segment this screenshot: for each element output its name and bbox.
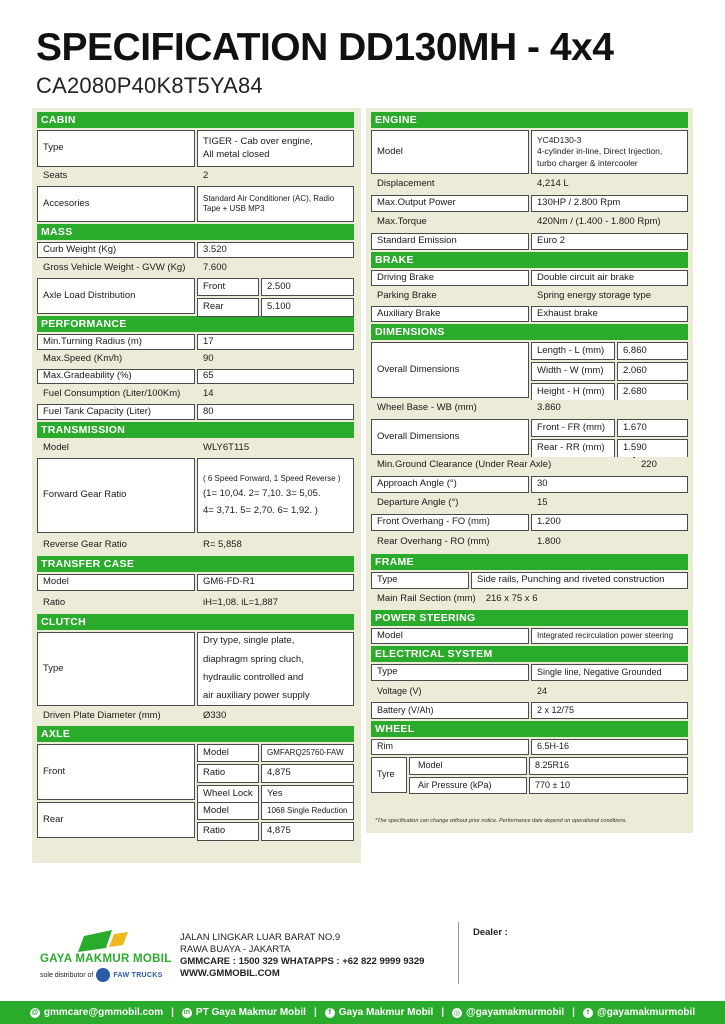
spec-row-rear-overhang — [371, 533, 688, 552]
separator: | — [171, 1007, 174, 1018]
spec-value: Side rails, Punching and riveted construction — [471, 572, 688, 589]
spec-row-steering-model — [371, 628, 688, 644]
spec-subtable — [531, 419, 688, 455]
spec-value: R= 5,858 — [197, 535, 354, 555]
spec-sublabel: Front — [197, 278, 259, 296]
spec-label: Type — [37, 130, 195, 167]
separator: | — [572, 1007, 575, 1018]
social-twitter[interactable] — [583, 1007, 695, 1018]
section-transfer-case: TRANSFER CASE — [37, 556, 354, 572]
spec-subvalue: 8.25R16 — [529, 757, 688, 775]
spec-value-line: diaphragm spring cluch, — [203, 653, 304, 665]
spec-label: Overall Dimensions — [371, 342, 529, 398]
spec-column-right — [371, 112, 688, 793]
spec-value-line: (1= 10,04. 2= 7,10. 3= 5,05. — [203, 488, 321, 500]
email-text: gmmcare@gmmobil.com — [43, 1007, 164, 1018]
spec-subvalue: GMFARQ25760-FAW — [261, 744, 354, 762]
spec-row-axle-front — [37, 744, 354, 800]
spec-value: 4,214 L — [531, 176, 688, 193]
spec-value-line: 4-cylinder in-line, Direct Injection, — [537, 146, 663, 157]
spec-subtable — [531, 342, 688, 398]
spec-row-driven-plate — [37, 708, 354, 725]
spec-value: 3.860 — [531, 400, 688, 417]
spec-row-front-overhang — [371, 514, 688, 531]
spec-subrow — [531, 419, 688, 437]
twitter-text: @gayamakmurmobil — [596, 1007, 696, 1018]
spec-subvalue: 4,875 — [261, 822, 354, 840]
spec-value: 220 — [635, 457, 688, 474]
social-email[interactable] — [30, 1007, 163, 1018]
spec-row-electrical-type — [371, 664, 688, 681]
linkedin-text: PT Gaya Makmur Mobil — [195, 1007, 306, 1018]
spec-value — [197, 130, 354, 167]
linkedin-icon: in — [183, 1009, 191, 1016]
spec-value: GM6-FD-R1 — [197, 574, 354, 591]
spec-value: 17 — [197, 334, 354, 350]
spec-label: Gross Vehicle Weight - GVW (Kg) — [37, 260, 195, 276]
address-line: RAWA BUAYA - JAKARTA — [180, 944, 291, 955]
spec-label: Rear — [37, 802, 195, 838]
spec-subtable — [409, 757, 688, 793]
spec-label: Front — [37, 744, 195, 800]
spec-subrow — [197, 802, 354, 820]
spec-value: 7.600 — [197, 260, 354, 276]
spec-value: WLY6T115 — [197, 440, 354, 456]
social-linkedin[interactable] — [182, 1007, 306, 1018]
spec-label: Max.Gradeability (%) — [37, 369, 195, 384]
brand-name: GAYA MAKMUR MOBIL — [40, 953, 172, 965]
spec-value-line: turbo charger & intercooler — [537, 157, 638, 168]
spec-value: iH=1,08. iL=1,887 — [197, 593, 354, 613]
spec-row-cabin-type — [37, 130, 354, 167]
spec-row-transfer-model — [37, 574, 354, 591]
spec-sublabel: Width - W (mm) — [531, 362, 615, 380]
spec-row-voltage — [371, 683, 688, 700]
spec-label: Min.Turning Radius (m) — [37, 334, 195, 350]
spec-label: Approach Angle (°) — [371, 476, 529, 493]
spec-label: Auxiliary Brake — [371, 306, 529, 322]
spec-subrow — [197, 744, 354, 762]
spec-sublabel: Rear - RR (mm) — [531, 439, 615, 457]
spec-subrow — [531, 383, 688, 401]
spec-row-curb-weight — [37, 242, 354, 258]
spec-sublabel: Wheel Lock — [197, 785, 259, 803]
spec-value: 90 — [197, 352, 354, 367]
spec-label: Ratio — [37, 593, 195, 613]
spec-value: 1.800 — [531, 533, 688, 552]
spec-subrow — [409, 757, 688, 775]
spec-label: Axle Load Distribution — [37, 278, 195, 314]
spec-label: Model — [371, 130, 529, 174]
spec-subtable — [197, 802, 354, 838]
spec-label: Tyre — [371, 757, 407, 793]
spec-subrow — [197, 785, 354, 803]
spec-subvalue: 6.860 — [617, 342, 688, 360]
spec-value: 80 — [197, 404, 354, 420]
spec-subtable — [197, 278, 354, 314]
spec-value-line: TIGER - Cab over engine, — [203, 136, 313, 148]
spec-row-frame-type — [371, 572, 688, 589]
spec-value-line: ( 6 Speed Forward, 1 Speed Reverse ) — [203, 473, 341, 483]
spec-label: Type — [37, 632, 195, 706]
spec-row-tank-capacity — [37, 404, 354, 420]
spec-value: 2 — [197, 169, 354, 184]
spec-label: Rim — [371, 739, 529, 755]
spec-row-axle-load — [37, 278, 354, 314]
spec-subvalue: 1.670 — [617, 419, 688, 437]
spec-value — [531, 130, 688, 174]
social-facebook[interactable] — [325, 1007, 433, 1018]
spec-subrow — [197, 298, 354, 316]
spec-row-ground-clearance — [371, 457, 688, 474]
spec-sublabel: Height - H (mm) — [531, 383, 615, 401]
instagram-icon: ◎ — [453, 1009, 461, 1017]
spec-value: 130HP / 2.800 Rpm — [531, 195, 688, 212]
spec-row-overall-dimensions — [371, 342, 688, 398]
spec-value: 14 — [197, 386, 354, 402]
spec-value-line: YC4D130-3 — [537, 135, 582, 146]
spec-subvalue: 1068 Single Reduction — [261, 802, 354, 820]
disclaimer-note: *The specification can change without prior notice. Performance date depend on operational conditions. — [375, 818, 627, 824]
spec-row-emission — [371, 233, 688, 250]
spec-label: Displacement — [371, 176, 529, 193]
spec-label: Fuel Consumption (Liter/100Km) — [37, 386, 195, 402]
spec-subrow — [197, 278, 354, 296]
spec-label: Forward Gear Ratio — [37, 458, 195, 533]
spec-subrow — [531, 362, 688, 380]
social-instagram[interactable] — [452, 1007, 564, 1018]
spec-value: 30 — [531, 476, 688, 493]
spec-value: 1.200 — [531, 514, 688, 531]
spec-row-engine-model — [371, 130, 688, 174]
spec-value: 3.520 — [197, 242, 354, 258]
spec-row-output-power — [371, 195, 688, 212]
address-line: JALAN LINGKAR LUAR BARAT NO.9 — [180, 932, 341, 943]
spec-label: Rear Overhang - RO (mm) — [371, 533, 529, 552]
distributor-line — [40, 968, 163, 982]
spec-row-parking-brake — [371, 288, 688, 304]
spec-value: 15 — [531, 495, 688, 512]
spec-row-battery — [371, 702, 688, 719]
distributor-prefix: sole distributor of — [40, 971, 94, 979]
spec-row-fuel-consumption — [37, 386, 354, 402]
spec-label: Accesories — [37, 186, 195, 222]
spec-sublabel: Front - FR (mm) — [531, 419, 615, 437]
spec-row-gradeability — [37, 369, 354, 384]
spec-value: 2 x 12/75 — [531, 702, 688, 719]
spec-label: Model — [37, 440, 195, 456]
spec-sublabel: Ratio — [197, 822, 259, 840]
spec-subvalue: 2.500 — [261, 278, 354, 296]
section-brake: BRAKE — [371, 252, 688, 268]
spec-sublabel: Rear — [197, 298, 259, 316]
spec-row-max-speed — [37, 352, 354, 367]
model-code: CA2080P40K8T5YA84 — [36, 73, 263, 98]
email-icon: @ — [31, 1009, 39, 1016]
website-link[interactable]: WWW.GMMOBIL.COM — [180, 968, 280, 979]
spec-value-line: All metal closed — [203, 148, 270, 160]
spec-value-line: Tape + USB MP3 — [203, 204, 265, 213]
section-wheel: WHEEL — [371, 721, 688, 737]
twitter-icon: t — [583, 1008, 593, 1018]
spec-row-transmission-model — [37, 440, 354, 456]
spec-row-rim — [371, 739, 688, 755]
spec-value: Double circuit air brake — [531, 270, 688, 286]
divider — [458, 922, 459, 984]
spec-row-reverse-gear — [37, 535, 354, 555]
spec-row-transfer-ratio — [37, 593, 354, 613]
spec-value-line: 4= 3,71. 5= 2,70. 6= 1,92. ) — [203, 504, 318, 516]
spec-row-forward-gear — [37, 458, 354, 533]
spec-subrow — [531, 439, 688, 457]
section-engine: ENGINE — [371, 112, 688, 128]
spec-row-tyre — [371, 757, 688, 793]
spec-value — [197, 458, 354, 533]
spec-sublabel: Air Pressure (kPa) — [409, 777, 527, 795]
spec-value-line: air auxiliary power supply — [203, 690, 310, 702]
spec-label: Reverse Gear Ratio — [37, 535, 195, 555]
spec-label: Max.Torque — [371, 214, 529, 231]
spec-label: Max.Speed (Km/h) — [37, 352, 195, 367]
spec-label: Model — [371, 628, 529, 644]
spec-value — [197, 632, 354, 706]
spec-sublabel: Length - L (mm) — [531, 342, 615, 360]
spec-label: Standard Emission — [371, 233, 529, 250]
spec-row-aux-brake — [371, 306, 688, 322]
spec-row-turning-radius — [37, 334, 354, 350]
spec-row-displacement — [371, 176, 688, 193]
spec-row-accesories — [37, 186, 354, 222]
page-title: SPECIFICATION DD130MH - 4x4 — [36, 26, 614, 69]
spec-column-left — [37, 112, 354, 838]
spec-subvalue: 770 ± 10 — [529, 777, 688, 795]
spec-row-wheel-base — [371, 400, 688, 417]
spec-label: Wheel Base - WB (mm) — [371, 400, 529, 417]
spec-row-approach-angle — [371, 476, 688, 493]
spec-subrow — [531, 342, 688, 360]
spec-row-departure-angle — [371, 495, 688, 512]
spec-value: 420Nm / (1.400 - 1.800 Rpm) — [531, 214, 688, 231]
section-electrical: ELECTRICAL SYSTEM — [371, 646, 688, 662]
spec-value: Single line, Negative Grounded — [531, 664, 688, 681]
spec-subrow — [197, 764, 354, 782]
facebook-text: Gaya Makmur Mobil — [338, 1007, 434, 1018]
spec-label: Parking Brake — [371, 288, 529, 304]
spec-label: Driven Plate Diameter (mm) — [37, 708, 195, 725]
dealer-label: Dealer : — [473, 927, 508, 938]
spec-value: Ø330 — [197, 708, 354, 725]
spec-sublabel: Model — [197, 802, 259, 820]
spec-subtable — [197, 744, 354, 800]
spec-label: Type — [371, 572, 469, 589]
spec-row-max-torque — [371, 214, 688, 231]
spec-label: Curb Weight (Kg) — [37, 242, 195, 258]
spec-row-main-rail — [371, 591, 688, 608]
spec-subvalue: 2.680 — [617, 383, 688, 401]
spec-label: Fuel Tank Capacity (Liter) — [37, 404, 195, 420]
section-performance: PERFORMANCE — [37, 316, 354, 332]
spec-subrow — [197, 822, 354, 840]
footer — [0, 920, 725, 1000]
spec-label: Seats — [37, 169, 195, 184]
spec-value-line: Standard Air Conditioner (AC), Radio — [203, 193, 335, 203]
spec-subvalue: 2.060 — [617, 362, 688, 380]
spec-sublabel: Ratio — [197, 764, 259, 782]
social-bar — [0, 1001, 725, 1024]
spec-label: Max.Output Power — [371, 195, 529, 212]
spec-label: Min.Ground Clearance (Under Rear Axle) — [371, 457, 633, 474]
spec-label: Overall Dimensions — [371, 419, 529, 455]
section-mass: MASS — [37, 224, 354, 240]
spec-value — [197, 186, 354, 222]
spec-label: Driving Brake — [371, 270, 529, 286]
spec-value: 6.5H-16 — [531, 739, 688, 755]
spec-subvalue: 4,875 — [261, 764, 354, 782]
spec-row-axle-rear — [37, 802, 354, 838]
spec-sublabel: Model — [197, 744, 259, 762]
company-logo — [76, 928, 131, 956]
spec-label — [371, 591, 688, 608]
section-power-steering: POWER STEERING — [371, 610, 688, 626]
spec-value: Integrated recirculation power steering — [531, 628, 688, 644]
spec-subvalue: 1.590 — [617, 439, 688, 457]
spec-value: Exhaust brake — [531, 306, 688, 322]
spec-value-line: Dry type, single plate, — [203, 635, 295, 647]
spec-subvalue: Yes — [261, 785, 354, 803]
spec-subrow — [409, 777, 688, 795]
spec-value: 216 x 75 x 6 — [485, 593, 538, 605]
spec-label: Departure Angle (°) — [371, 495, 529, 512]
section-frame: FRAME — [371, 554, 688, 570]
spec-label: Front Overhang - FO (mm) — [371, 514, 529, 531]
separator: | — [313, 1007, 317, 1018]
separator: | — [441, 1007, 445, 1018]
company-address — [180, 932, 424, 980]
section-axle: AXLE — [37, 726, 354, 742]
instagram-text: @gayamakmurmobil — [466, 1007, 565, 1018]
section-dimensions: DIMENSIONS — [371, 324, 688, 340]
spec-row-clutch-type — [37, 632, 354, 706]
spec-value: 65 — [197, 369, 354, 384]
spec-label: Voltage (V) — [371, 683, 529, 700]
spec-row-overall-dimensions-2 — [371, 419, 688, 455]
spec-subvalue: 5.100 — [261, 298, 354, 316]
spec-value-line: hydraulic controlled and — [203, 672, 304, 683]
faw-brand: FAW TRUCKS — [113, 971, 163, 979]
section-cabin: CABIN — [37, 112, 354, 128]
spec-row-gvw — [37, 260, 354, 276]
faw-logo-icon — [96, 968, 110, 982]
spec-value: 24 — [531, 683, 688, 700]
spec-label: Model — [37, 574, 195, 591]
spec-value: Euro 2 — [531, 233, 688, 250]
spec-label: Battery (V/Ah) — [371, 702, 529, 719]
spec-row-driving-brake — [371, 270, 688, 286]
spec-row-seats — [37, 169, 354, 184]
spec-label: Type — [371, 664, 529, 681]
section-clutch: CLUTCH — [37, 614, 354, 630]
spec-value: Spring energy storage type — [531, 288, 688, 304]
facebook-icon: f — [325, 1008, 335, 1018]
spec-sublabel: Model — [409, 757, 527, 775]
contact-line: GMMCARE : 1500 329 WHATAPPS : +62 822 9999 9329 — [180, 956, 425, 967]
section-transmission: TRANSMISSION — [37, 422, 354, 438]
spec-label-text: Main Rail Section (mm) — [377, 593, 476, 605]
